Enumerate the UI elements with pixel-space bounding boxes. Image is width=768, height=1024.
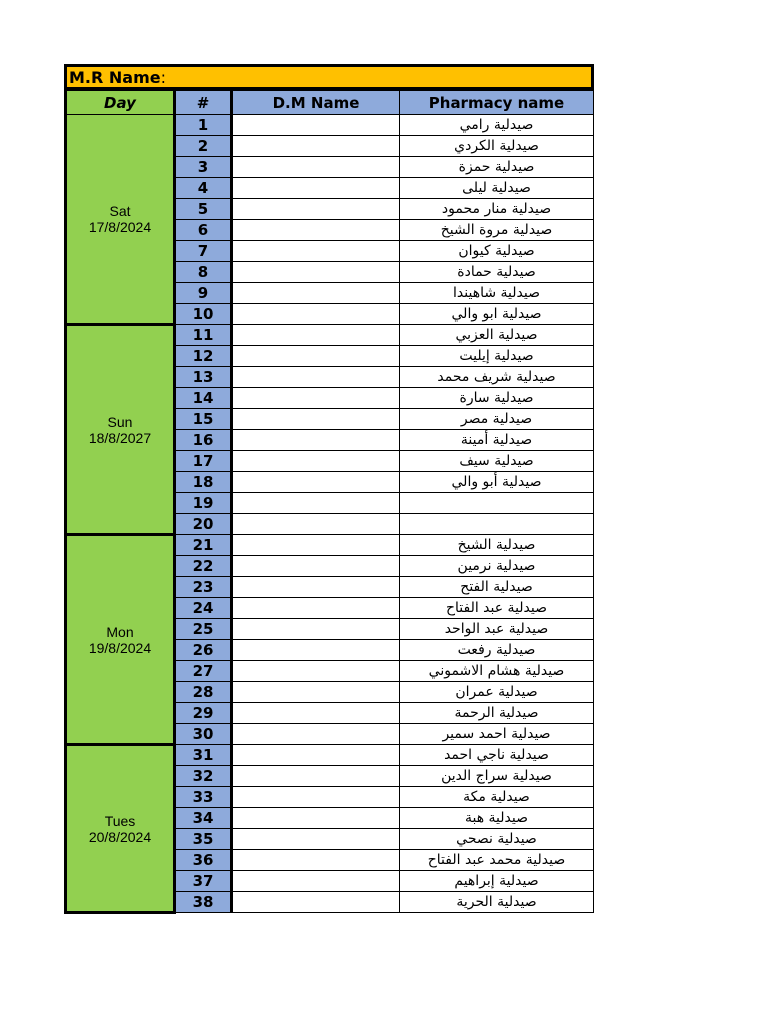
dm-name-cell[interactable] bbox=[232, 283, 400, 304]
row-number: 23 bbox=[175, 577, 232, 598]
table-row bbox=[66, 325, 594, 346]
row-number: 5 bbox=[175, 199, 232, 220]
pharmacy-name-cell[interactable]: صيدلية نرمين bbox=[400, 556, 594, 577]
day-cell[interactable] bbox=[66, 745, 175, 913]
pharmacy-name-cell[interactable]: صيدلية شريف محمد bbox=[400, 367, 594, 388]
pharmacy-name-cell[interactable]: صيدلية رفعت bbox=[400, 640, 594, 661]
row-number: 28 bbox=[175, 682, 232, 703]
day-date: 17/8/2024 bbox=[88, 219, 152, 235]
row-number: 4 bbox=[175, 178, 232, 199]
pharmacy-name-cell[interactable]: صيدلية الفتح bbox=[400, 577, 594, 598]
dm-name-cell[interactable] bbox=[232, 220, 400, 241]
dm-name-cell[interactable] bbox=[232, 766, 400, 787]
dm-name-cell[interactable] bbox=[232, 598, 400, 619]
pharmacy-name-cell[interactable]: صيدلية حمزة bbox=[400, 157, 594, 178]
column-header-number: # bbox=[175, 91, 232, 115]
dm-name-cell[interactable] bbox=[232, 451, 400, 472]
dm-name-cell[interactable] bbox=[232, 304, 400, 325]
dm-name-cell[interactable] bbox=[232, 178, 400, 199]
row-number: 8 bbox=[175, 262, 232, 283]
dm-name-cell[interactable] bbox=[232, 430, 400, 451]
dm-name-cell[interactable] bbox=[232, 493, 400, 514]
dm-name-cell[interactable] bbox=[232, 661, 400, 682]
row-number: 26 bbox=[175, 640, 232, 661]
row-number: 18 bbox=[175, 472, 232, 493]
row-number: 20 bbox=[175, 514, 232, 535]
row-number: 2 bbox=[175, 136, 232, 157]
column-header-day: Day bbox=[66, 91, 175, 115]
dm-name-cell[interactable] bbox=[232, 703, 400, 724]
row-number: 3 bbox=[175, 157, 232, 178]
dm-name-cell[interactable] bbox=[232, 325, 400, 346]
mr-name-row[interactable] bbox=[64, 64, 594, 90]
dm-name-cell[interactable] bbox=[232, 808, 400, 829]
row-number: 36 bbox=[175, 850, 232, 871]
dm-name-cell[interactable] bbox=[232, 472, 400, 493]
row-number: 29 bbox=[175, 703, 232, 724]
schedule-sheet bbox=[64, 64, 594, 914]
mr-name-label: M.R Name bbox=[69, 67, 161, 87]
dm-name-cell[interactable] bbox=[232, 745, 400, 766]
row-number: 37 bbox=[175, 871, 232, 892]
column-header-pharmacy-name: Pharmacy name bbox=[400, 91, 594, 115]
pharmacy-name-cell[interactable]: صيدلية سراج الدين bbox=[400, 766, 594, 787]
pharmacy-name-cell[interactable]: صيدلية محمد عبد الفتاح bbox=[400, 850, 594, 871]
dm-name-cell[interactable] bbox=[232, 388, 400, 409]
dm-name-cell[interactable] bbox=[232, 577, 400, 598]
pharmacy-name-cell[interactable]: صيدلية منار محمود bbox=[400, 199, 594, 220]
dm-name-cell[interactable] bbox=[232, 535, 400, 556]
row-number: 13 bbox=[175, 367, 232, 388]
pharmacy-table bbox=[64, 90, 594, 914]
dm-name-cell[interactable] bbox=[232, 556, 400, 577]
row-number: 21 bbox=[175, 535, 232, 556]
table-row bbox=[66, 115, 594, 136]
mr-name-colon: : bbox=[160, 67, 166, 87]
pharmacy-name-cell[interactable]: صيدلية عبد الفتاح bbox=[400, 598, 594, 619]
dm-name-cell[interactable] bbox=[232, 262, 400, 283]
dm-name-cell[interactable] bbox=[232, 892, 400, 913]
day-date: 18/8/2027 bbox=[88, 429, 152, 446]
row-number: 15 bbox=[175, 409, 232, 430]
pharmacy-name-cell[interactable]: صيدلية احمد سمير bbox=[400, 724, 594, 745]
pharmacy-name-cell[interactable]: صيدلية الحرية bbox=[400, 892, 594, 913]
dm-name-cell[interactable] bbox=[232, 682, 400, 703]
pharmacy-name-cell[interactable] bbox=[400, 493, 594, 514]
row-number: 19 bbox=[175, 493, 232, 514]
row-number: 6 bbox=[175, 220, 232, 241]
row-number: 10 bbox=[175, 304, 232, 325]
dm-name-cell[interactable] bbox=[232, 367, 400, 388]
column-header-dm-name: D.M Name bbox=[232, 91, 400, 115]
pharmacy-name-cell[interactable]: صيدلية إبراهيم bbox=[400, 871, 594, 892]
pharmacy-name-cell[interactable]: صيدلية مصر bbox=[400, 409, 594, 430]
pharmacy-name-cell[interactable]: صيدلية هشام الاشموني bbox=[400, 661, 594, 682]
dm-name-cell[interactable] bbox=[232, 829, 400, 850]
row-number: 14 bbox=[175, 388, 232, 409]
dm-name-cell[interactable] bbox=[232, 241, 400, 262]
row-number: 30 bbox=[175, 724, 232, 745]
day-date: 20/8/2024 bbox=[88, 828, 152, 845]
pharmacy-name-cell[interactable]: صيدلية أمينة bbox=[400, 430, 594, 451]
pharmacy-name-cell[interactable]: صيدلية ابو والي bbox=[400, 304, 594, 325]
dm-name-cell[interactable] bbox=[232, 136, 400, 157]
dm-name-cell[interactable] bbox=[232, 871, 400, 892]
row-number: 16 bbox=[175, 430, 232, 451]
day-name: Mon bbox=[106, 623, 134, 640]
pharmacy-name-cell[interactable]: صيدلية حمادة bbox=[400, 262, 594, 283]
pharmacy-name-cell[interactable]: صيدلية سارة bbox=[400, 388, 594, 409]
pharmacy-name-cell[interactable]: صيدلية ناجي احمد bbox=[400, 745, 594, 766]
row-number: 24 bbox=[175, 598, 232, 619]
dm-name-cell[interactable] bbox=[232, 619, 400, 640]
pharmacy-name-cell[interactable]: صيدلية رامي bbox=[400, 115, 594, 136]
dm-name-cell[interactable] bbox=[232, 199, 400, 220]
pharmacy-name-cell[interactable]: صيدلية شاهيندا bbox=[400, 283, 594, 304]
pharmacy-name-cell[interactable]: صيدلية الكردي bbox=[400, 136, 594, 157]
dm-name-cell[interactable] bbox=[232, 514, 400, 535]
row-number: 12 bbox=[175, 346, 232, 367]
row-number: 22 bbox=[175, 556, 232, 577]
day-name: Sat bbox=[109, 203, 131, 219]
pharmacy-name-cell[interactable]: صيدلية سيف bbox=[400, 451, 594, 472]
table-row bbox=[66, 535, 594, 556]
day-cell[interactable] bbox=[66, 535, 175, 745]
day-cell[interactable] bbox=[66, 325, 175, 535]
pharmacy-name-cell[interactable]: صيدلية ليلى bbox=[400, 178, 594, 199]
dm-name-cell[interactable] bbox=[232, 346, 400, 367]
dm-name-cell[interactable] bbox=[232, 787, 400, 808]
row-number: 38 bbox=[175, 892, 232, 913]
dm-name-cell[interactable] bbox=[232, 724, 400, 745]
table-body bbox=[66, 115, 594, 913]
day-name: Sun bbox=[107, 413, 133, 430]
pharmacy-name-cell[interactable]: صيدلية مروة الشيخ bbox=[400, 220, 594, 241]
header-row bbox=[66, 91, 594, 115]
row-number: 27 bbox=[175, 661, 232, 682]
dm-name-cell[interactable] bbox=[232, 850, 400, 871]
row-number: 17 bbox=[175, 451, 232, 472]
row-number: 7 bbox=[175, 241, 232, 262]
row-number: 1 bbox=[175, 115, 232, 136]
row-number: 32 bbox=[175, 766, 232, 787]
dm-name-cell[interactable] bbox=[232, 157, 400, 178]
day-date: 19/8/2024 bbox=[88, 639, 152, 656]
pharmacy-name-cell[interactable]: صيدلية العزبي bbox=[400, 325, 594, 346]
day-cell[interactable] bbox=[66, 115, 175, 325]
dm-name-cell[interactable] bbox=[232, 409, 400, 430]
row-number: 11 bbox=[175, 325, 232, 346]
pharmacy-name-cell[interactable] bbox=[400, 514, 594, 535]
dm-name-cell[interactable] bbox=[232, 640, 400, 661]
dm-name-cell[interactable] bbox=[232, 115, 400, 136]
pharmacy-name-cell[interactable]: صيدلية مكة bbox=[400, 787, 594, 808]
pharmacy-name-cell[interactable]: صيدلية الرحمة bbox=[400, 703, 594, 724]
pharmacy-name-cell[interactable]: صيدلية نصحي bbox=[400, 829, 594, 850]
pharmacy-name-cell[interactable]: صيدلية هبة bbox=[400, 808, 594, 829]
row-number: 9 bbox=[175, 283, 232, 304]
row-number: 35 bbox=[175, 829, 232, 850]
table-row bbox=[66, 745, 594, 766]
pharmacy-name-cell[interactable]: صيدلية إيليت bbox=[400, 346, 594, 367]
pharmacy-name-cell[interactable]: صيدلية كيوان bbox=[400, 241, 594, 262]
row-number: 33 bbox=[175, 787, 232, 808]
pharmacy-name-cell[interactable]: صيدلية الشيخ bbox=[400, 535, 594, 556]
pharmacy-name-cell[interactable]: صيدلية عبد الواحد bbox=[400, 619, 594, 640]
row-number: 34 bbox=[175, 808, 232, 829]
day-name: Tues bbox=[104, 812, 136, 829]
pharmacy-name-cell[interactable]: صيدلية عمران bbox=[400, 682, 594, 703]
row-number: 25 bbox=[175, 619, 232, 640]
row-number: 31 bbox=[175, 745, 232, 766]
pharmacy-name-cell[interactable]: صيدلية أبو والي bbox=[400, 472, 594, 493]
